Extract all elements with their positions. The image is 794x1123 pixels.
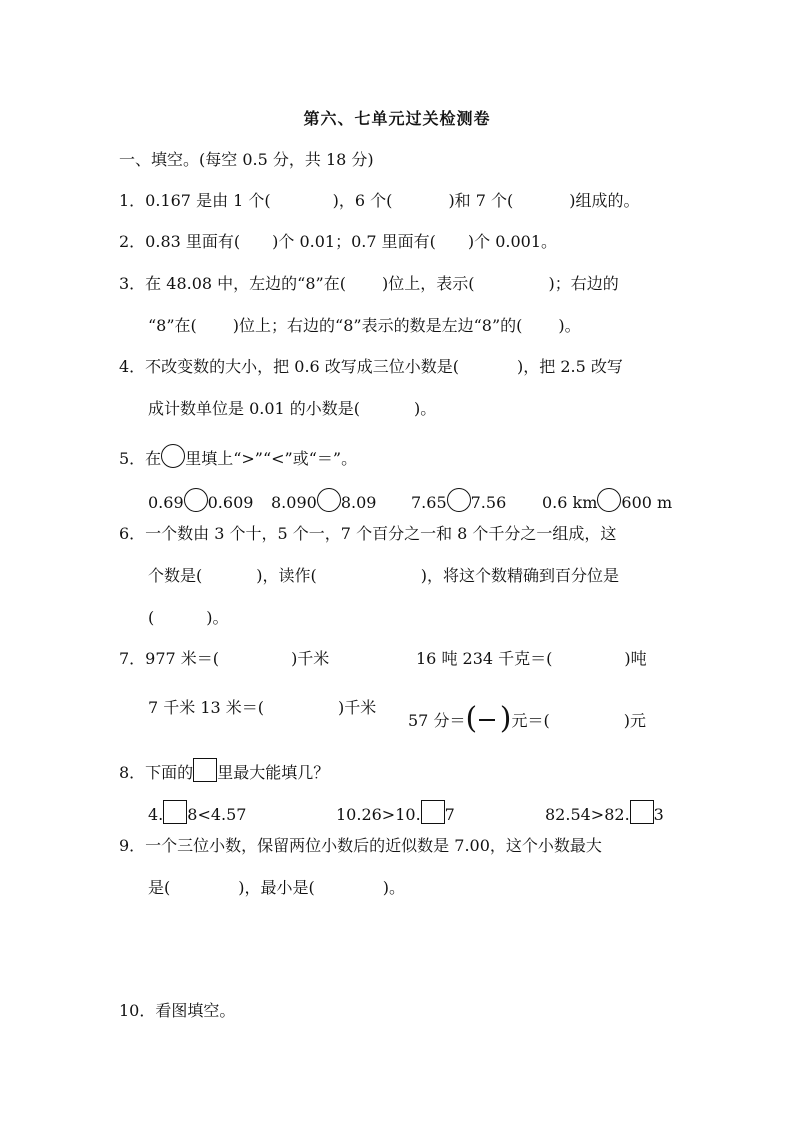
question-6-line-2: 个数是( )，读作( )，将这个数精确到百分位是 xyxy=(148,566,619,585)
section-heading: 一、填空。(每空 0.5 分，共 18 分) xyxy=(119,150,374,169)
question-7-line-1b: 16 吨 234 千克＝( )吨 xyxy=(416,649,647,668)
question-1: 1．0.167 是由 1 个( )，6 个( )和 7 个( )组成的。 xyxy=(119,191,640,210)
question-5-item-3: 7.65 7.56 xyxy=(411,488,506,513)
question-7-line-2a: 7 千米 13 米＝( )千米 xyxy=(148,698,377,717)
question-8: 8．下面的 里最大能填几？ xyxy=(119,758,329,783)
question-8-item-3: 82.54>82. 3 xyxy=(545,800,664,825)
question-4-line-1: 4．不改变数的大小，把 0.6 改写成三位小数是( )，把 2.5 改写 xyxy=(119,357,623,376)
question-8-item-1: 4. 8<4.57 xyxy=(148,800,246,825)
digit-box-input[interactable] xyxy=(630,800,654,824)
question-9-line-2: 是( )，最小是( )。 xyxy=(148,878,405,897)
question-5-item-4: 0.6 km 600 m xyxy=(542,488,672,513)
page-title: 第六、七单元过关检测卷 xyxy=(303,109,491,128)
question-5-item-2: 8.090 8.09 xyxy=(271,488,376,513)
question-6-line-1: 6．一个数由 3 个十，5 个一，7 个百分之一和 8 个千分之一组成，这 xyxy=(119,524,617,543)
question-5: 5．在 里填上“>”“<”或“＝”。 xyxy=(119,444,357,469)
question-5-item-1: 0.69 0.609 xyxy=(148,488,253,513)
circle-symbol-icon xyxy=(161,444,185,468)
question-7-line-2b: 57 分＝ ( ) 元＝( )元 xyxy=(408,698,646,742)
square-symbol-icon xyxy=(193,758,217,782)
compare-circle-input[interactable] xyxy=(317,488,341,512)
digit-box-input[interactable] xyxy=(163,800,187,824)
question-4-line-2: 成计数单位是 0.01 的小数是( )。 xyxy=(148,399,437,418)
question-8-item-2: 10.26>10. 7 xyxy=(336,800,455,825)
question-10: 10．看图填空。 xyxy=(119,1001,236,1020)
question-3-line-2: “8”在( )位上；右边的“8”表示的数是左边“8”的( )。 xyxy=(148,316,581,335)
compare-circle-input[interactable] xyxy=(597,488,621,512)
compare-circle-input[interactable] xyxy=(447,488,471,512)
fraction-blank[interactable]: ( ) xyxy=(465,701,512,736)
question-3-line-1: 3．在 48.08 中，左边的“8”在( )位上，表示( )；右边的 xyxy=(119,274,619,293)
question-7-line-1a: 7．977 米＝( )千米 xyxy=(119,649,330,668)
compare-circle-input[interactable] xyxy=(184,488,208,512)
question-2: 2．0.83 里面有( )个 0.01；0.7 里面有( )个 0.001。 xyxy=(119,232,558,251)
digit-box-input[interactable] xyxy=(421,800,445,824)
question-6-line-3: ( )。 xyxy=(148,608,229,627)
question-9-line-1: 9．一个三位小数，保留两位小数后的近似数是 7.00，这个小数最大 xyxy=(119,836,602,855)
